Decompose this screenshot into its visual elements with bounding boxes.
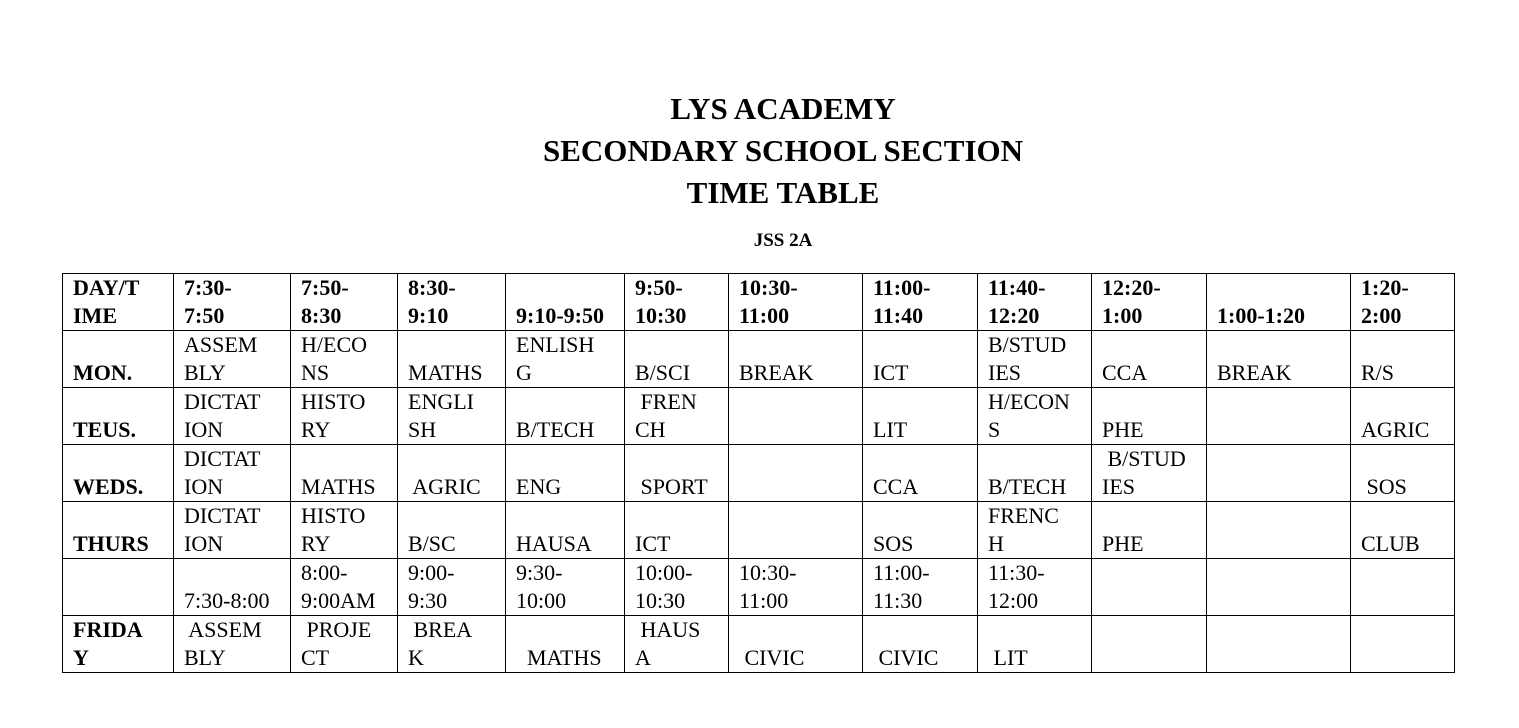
table-cell: DICTAT ION bbox=[174, 502, 291, 559]
table-cell: ENGLI SH bbox=[398, 388, 506, 445]
table-cell: AGRIC bbox=[1351, 388, 1455, 445]
table-cell: B/STUD IES bbox=[1092, 445, 1207, 502]
table-cell: DICTAT ION bbox=[174, 445, 291, 502]
table-cell: SOS bbox=[863, 502, 978, 559]
table-cell bbox=[1207, 445, 1351, 502]
table-cell: LIT bbox=[978, 616, 1092, 673]
table-cell: HISTO RY bbox=[291, 388, 398, 445]
table-cell bbox=[1092, 616, 1207, 673]
table-cell: 8:00- 9:00AM bbox=[291, 559, 398, 616]
table-row bbox=[63, 502, 1455, 559]
column-header: 11:00- 11:40 bbox=[863, 274, 978, 331]
table-cell bbox=[1207, 616, 1351, 673]
column-header: 1:00-1:20 bbox=[1207, 274, 1351, 331]
table-cell: DICTAT ION bbox=[174, 388, 291, 445]
table-cell: H/ECON S bbox=[978, 388, 1092, 445]
table-row bbox=[63, 559, 1455, 616]
table-cell: B/SC bbox=[398, 502, 506, 559]
day-cell: THURS bbox=[63, 502, 174, 559]
table-cell: PHE bbox=[1092, 502, 1207, 559]
table-row bbox=[63, 445, 1455, 502]
table-cell: HAUS A bbox=[625, 616, 729, 673]
table-cell bbox=[729, 445, 863, 502]
table-cell: BREAK bbox=[1207, 331, 1351, 388]
table-cell: MATHS bbox=[506, 616, 625, 673]
table-cell: SPORT bbox=[625, 445, 729, 502]
table-cell: 7:30-8:00 bbox=[174, 559, 291, 616]
table-cell: FRENC H bbox=[978, 502, 1092, 559]
table-row bbox=[63, 388, 1455, 445]
column-header: 12:20- 1:00 bbox=[1092, 274, 1207, 331]
table-cell: H/ECO NS bbox=[291, 331, 398, 388]
table-cell: PHE bbox=[1092, 388, 1207, 445]
day-cell: FRIDA Y bbox=[63, 616, 174, 673]
table-cell: FREN CH bbox=[625, 388, 729, 445]
column-header: 1:20- 2:00 bbox=[1351, 274, 1455, 331]
table-cell: BREA K bbox=[398, 616, 506, 673]
column-header: 8:30- 9:10 bbox=[398, 274, 506, 331]
table-cell: PROJE CT bbox=[291, 616, 398, 673]
table-cell: ICT bbox=[863, 331, 978, 388]
table-cell: CLUB bbox=[1351, 502, 1455, 559]
table-row bbox=[63, 616, 1455, 673]
table-cell: B/STUD IES bbox=[978, 331, 1092, 388]
column-header: 9:50- 10:30 bbox=[625, 274, 729, 331]
table-cell bbox=[1207, 502, 1351, 559]
table-cell bbox=[729, 502, 863, 559]
table-cell bbox=[1207, 559, 1351, 616]
column-header: 7:30- 7:50 bbox=[174, 274, 291, 331]
column-header: 10:30- 11:00 bbox=[729, 274, 863, 331]
column-header: DAY/T IME bbox=[63, 274, 174, 331]
table-cell: CCA bbox=[863, 445, 978, 502]
timetable bbox=[62, 273, 1455, 673]
table-cell: ASSEM BLY bbox=[174, 331, 291, 388]
table-cell: HISTO RY bbox=[291, 502, 398, 559]
table-cell: ENG bbox=[506, 445, 625, 502]
table-header-row bbox=[63, 274, 1455, 331]
table-cell bbox=[1351, 616, 1455, 673]
day-cell: WEDS. bbox=[63, 445, 174, 502]
table-cell bbox=[1092, 559, 1207, 616]
table-cell bbox=[729, 388, 863, 445]
table-cell: LIT bbox=[863, 388, 978, 445]
day-cell bbox=[63, 559, 174, 616]
table-cell: B/SCI bbox=[625, 331, 729, 388]
column-header: 7:50- 8:30 bbox=[291, 274, 398, 331]
table-cell: AGRIC bbox=[398, 445, 506, 502]
table-cell: 11:00- 11:30 bbox=[863, 559, 978, 616]
table-cell: 10:00- 10:30 bbox=[625, 559, 729, 616]
table-cell: 10:30- 11:00 bbox=[729, 559, 863, 616]
column-header: 11:40- 12:20 bbox=[978, 274, 1092, 331]
table-cell: CIVIC bbox=[863, 616, 978, 673]
table-cell: ENLISH G bbox=[506, 331, 625, 388]
table-cell: 9:00- 9:30 bbox=[398, 559, 506, 616]
table-cell: MATHS bbox=[291, 445, 398, 502]
table-cell: HAUSA bbox=[506, 502, 625, 559]
table-cell bbox=[1207, 388, 1351, 445]
day-cell: MON. bbox=[63, 331, 174, 388]
table-cell: ICT bbox=[625, 502, 729, 559]
column-header: 9:10-9:50 bbox=[506, 274, 625, 331]
table-cell bbox=[1351, 559, 1455, 616]
table-cell: R/S bbox=[1351, 331, 1455, 388]
day-cell: TEUS. bbox=[63, 388, 174, 445]
table-cell: ASSEM BLY bbox=[174, 616, 291, 673]
table-cell: CIVIC bbox=[729, 616, 863, 673]
section-name: SECONDARY SCHOOL SECTION bbox=[542, 133, 1024, 168]
table-cell: 9:30- 10:00 bbox=[506, 559, 625, 616]
table-cell: B/TECH bbox=[506, 388, 625, 445]
table-cell: SOS bbox=[1351, 445, 1455, 502]
document-header bbox=[0, 88, 1519, 214]
document-title: TIME TABLE bbox=[686, 175, 880, 210]
table-cell: BREAK bbox=[729, 331, 863, 388]
school-name: LYS ACADEMY bbox=[670, 91, 896, 126]
table-cell: B/TECH bbox=[978, 445, 1092, 502]
class-name: JSS 2A bbox=[753, 230, 813, 251]
table-cell: CCA bbox=[1092, 331, 1207, 388]
table-cell: MATHS bbox=[398, 331, 506, 388]
table-cell: 11:30- 12:00 bbox=[978, 559, 1092, 616]
table-row bbox=[63, 331, 1455, 388]
